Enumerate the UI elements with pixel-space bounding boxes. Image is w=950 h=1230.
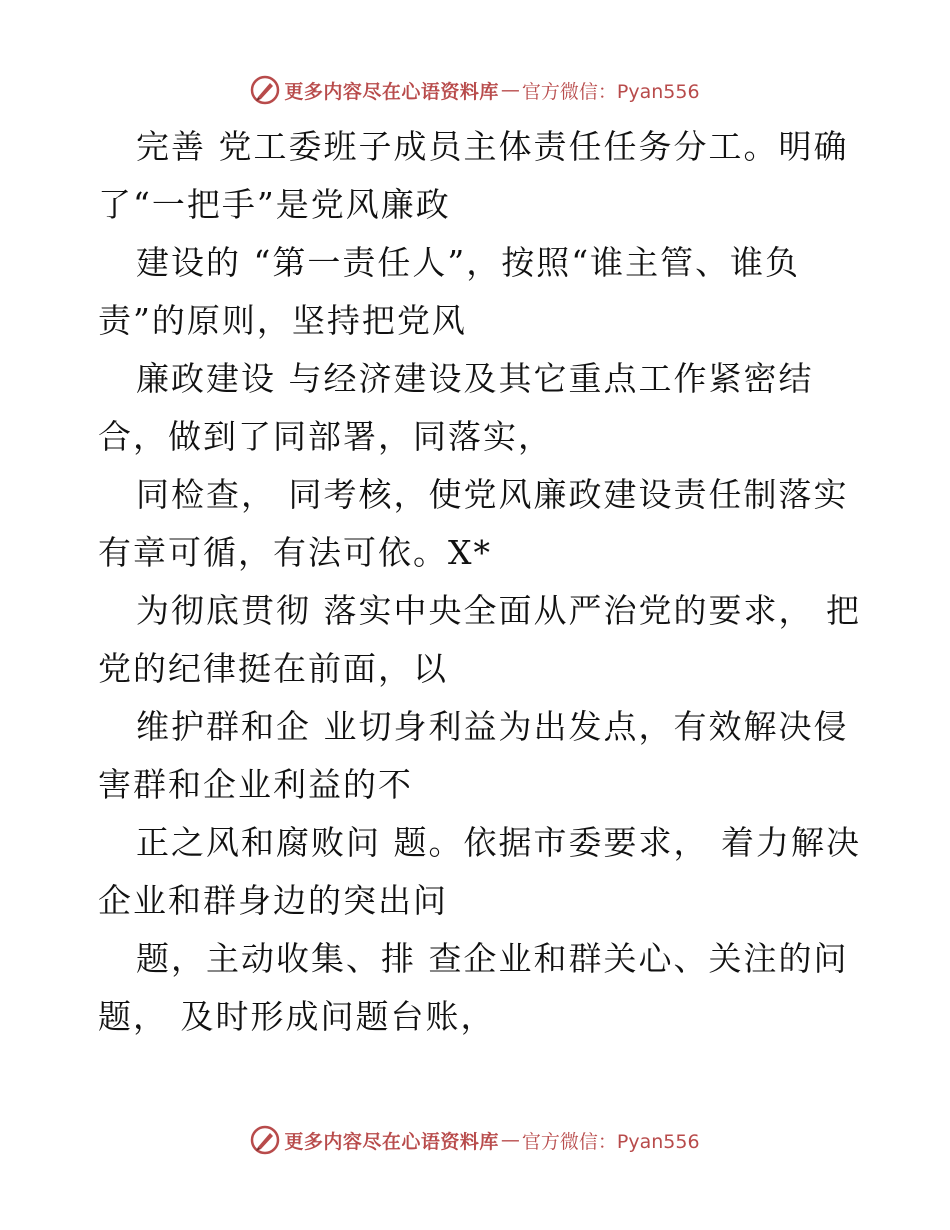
header-banner-wechat: 官方微信：Pyan556 <box>521 80 700 103</box>
footer-banner-separator: — <box>500 1129 520 1151</box>
pen-logo-icon <box>250 75 280 105</box>
document-line: 题，主动收集、排 查企业和群关心、关注的问 <box>136 939 849 978</box>
document-line: 责”的原则，坚持把党风 <box>98 301 467 340</box>
document-line: 害群和企业利益的不 <box>98 765 413 804</box>
document-line: 企业和群身边的突出问 <box>98 881 448 920</box>
document-line: 合，做到了同部署，同落实， <box>98 417 553 456</box>
document-line: 廉政建设 与经济建设及其它重点工作紧密结 <box>136 359 814 398</box>
document-line: 题， 及时形成问题台账， <box>98 997 496 1036</box>
document-line: 正之风和腐败问 题。依据市委要求， 着力解决 <box>136 823 861 862</box>
document-line: 建设的 “第一责任人”，按照“谁主管、谁负 <box>136 243 801 282</box>
header-banner-separator: — <box>500 79 520 101</box>
footer-banner-wechat: 官方微信：Pyan556 <box>521 1130 700 1153</box>
pen-logo-icon <box>250 1125 280 1155</box>
document-line: 党的纪律挺在前面，以 <box>98 649 448 688</box>
document-line: 维护群和企 业切身利益为出发点，有效解决侵 <box>136 707 849 746</box>
header-banner <box>0 72 950 108</box>
document-line: 同检查， 同考核，使党风廉政建设责任制落实 <box>136 475 849 514</box>
document-line: 了“一把手”是党风廉政 <box>98 185 451 224</box>
document-line: 完善 党工委班子成员主体责任任务分工。明确 <box>136 127 849 166</box>
footer-banner <box>0 1122 950 1158</box>
footer-banner-text: 更多内容尽在心语资料库 <box>284 1130 499 1153</box>
document-line: 有章可循，有法可依。X* <box>98 533 492 572</box>
document-line: 为彻底贯彻 落实中央全面从严治党的要求， 把 <box>136 591 861 630</box>
document-body <box>98 118 898 1046</box>
header-banner-text: 更多内容尽在心语资料库 <box>284 80 499 103</box>
